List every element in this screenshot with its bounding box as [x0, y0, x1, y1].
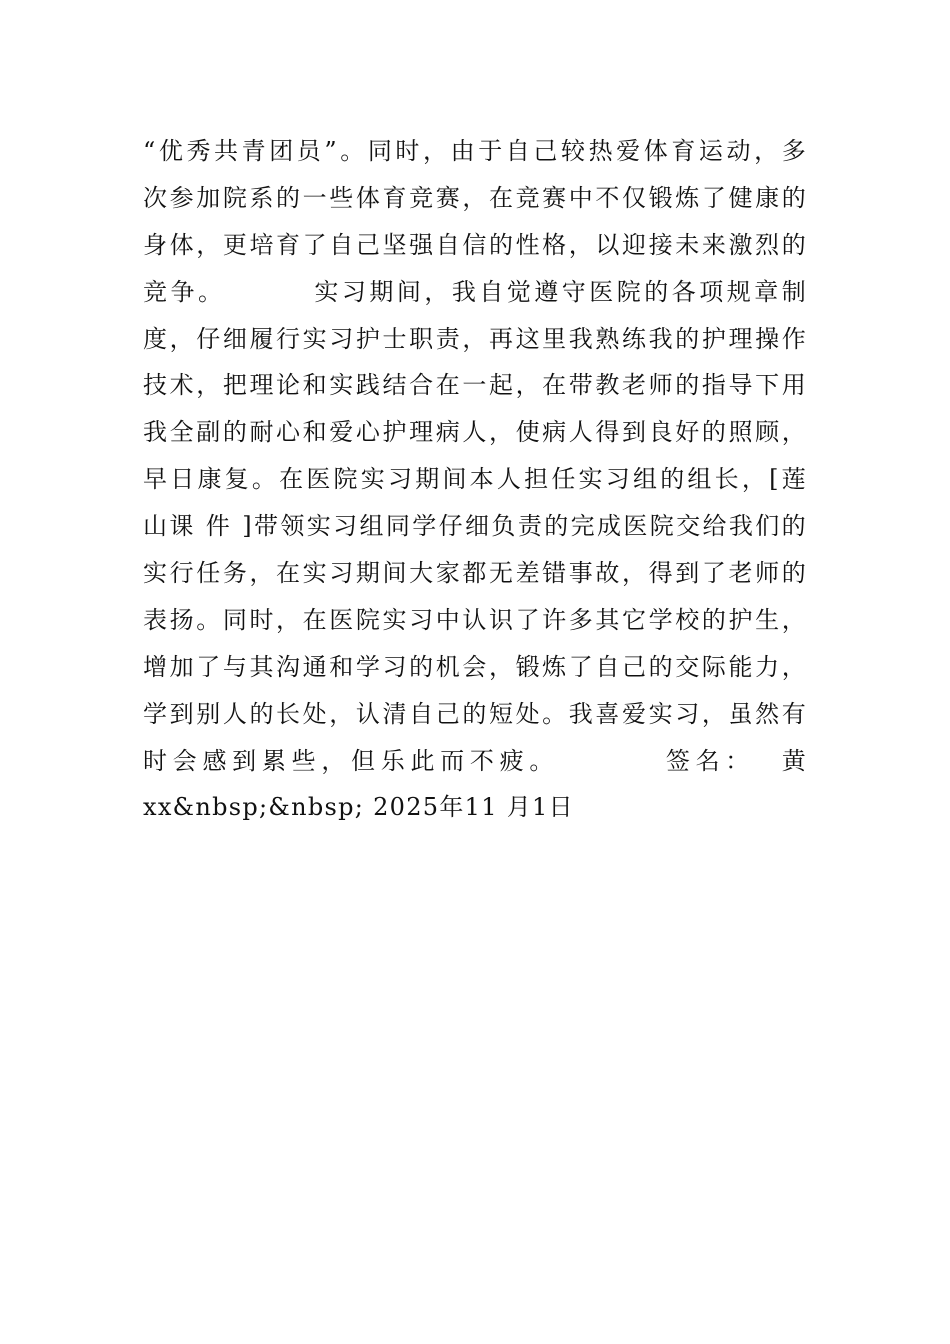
text-line: 次参加院系的一些体育竞赛，在竞赛中不仅锻炼了健康的	[143, 183, 807, 212]
text-line: 身体，更培育了自己坚强自信的性格，以迎接未来激烈的	[143, 230, 807, 259]
text-line: 实行任务，在实习期间大家都无差错事故，得到了老师的	[143, 559, 807, 588]
text-line: 学到别人的长处，认清自己的短处。我喜爱实习，虽然有	[143, 699, 807, 728]
text-line: 我全副的耐心和爱心护理病人，使病人得到良好的照顾，	[143, 418, 807, 447]
text-line: 早日康复。在医院实习期间本人担任实习组的组长，[莲	[143, 465, 807, 494]
text-line: 山课 件 ]带领实习组同学仔细负责的完成医院交给我们的	[143, 512, 807, 541]
text-line: 增加了与其沟通和学习的机会，锻炼了自己的交际能力，	[143, 652, 807, 681]
text-line: 竞争。 实习期间，我自觉遵守医院的各项规章制	[143, 277, 807, 306]
body-text	[143, 131, 807, 834]
text-line: 度，仔细履行实习护士职责，再这里我熟练我的护理操作	[143, 324, 807, 353]
date-line: xx&nbsp;&nbsp; 2025年11 月1日	[143, 793, 574, 822]
signature-line: 时会感到累些，但乐此而不疲。 签名： 黄	[143, 746, 807, 775]
text-line: 表扬。同时，在医院实习中认识了许多其它学校的护生，	[143, 605, 807, 634]
text-line: “优秀共青团员”。同时，由于自己较热爱体育运动，多	[143, 137, 807, 165]
text-line: 技术，把理论和实践结合在一起，在带教老师的指导下用	[143, 371, 807, 400]
